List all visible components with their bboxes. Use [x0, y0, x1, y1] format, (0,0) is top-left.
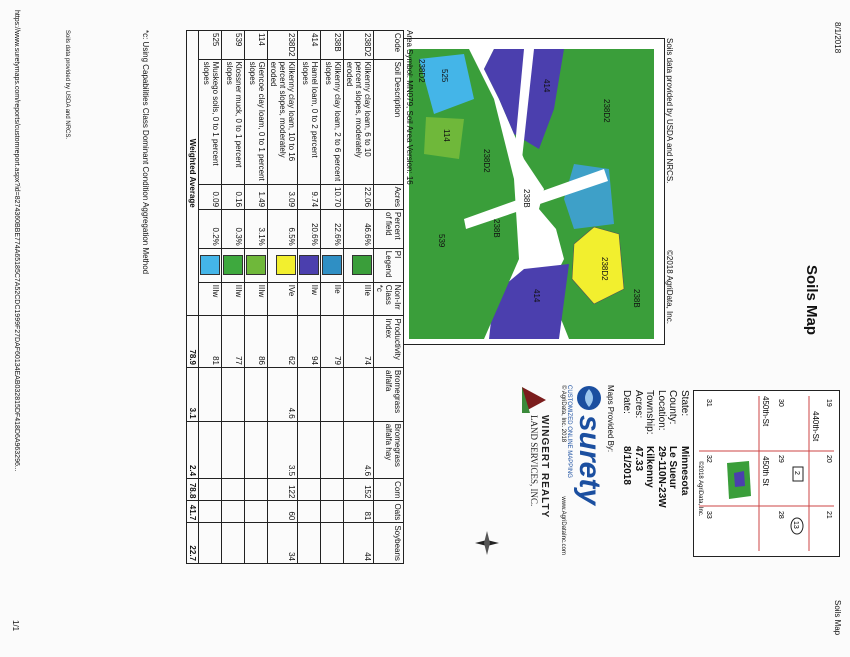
cell-corn — [321, 421, 344, 478]
cell-brome — [344, 368, 374, 422]
cell-oats — [321, 479, 344, 501]
cell-legend — [344, 248, 374, 282]
cell-soy — [321, 501, 344, 523]
loc-route-2: 2 — [793, 471, 800, 475]
cell-class: IIIw — [222, 282, 245, 316]
cell-code: 114 — [245, 31, 268, 60]
cell-soy — [245, 501, 268, 523]
page-title: Soils Map — [803, 265, 820, 336]
map-label-238d2-d: 238D2 — [417, 59, 426, 83]
table-row — [344, 31, 374, 564]
realty-logo-block — [520, 385, 550, 555]
cell-class: IIIe — [344, 282, 374, 316]
cell-desc: Hamel loam, 0 to 2 percent slopes — [298, 59, 321, 184]
table-row — [298, 31, 321, 564]
cell-class: IVe — [268, 282, 298, 316]
header-date: 8/1/2018 — [833, 22, 842, 54]
col-brome: Bromegrass alfalfa — [374, 368, 404, 422]
weighted-average-row — [187, 31, 199, 564]
map-label-238d2-b: 238D2 — [482, 149, 491, 173]
cell-extra: 34 — [268, 523, 298, 564]
soils-table — [186, 30, 404, 564]
map-label-238b-a: 238B — [632, 289, 641, 308]
footer-page: 1/1 — [11, 620, 20, 632]
map-label-539: 539 — [437, 234, 446, 248]
cell-soy — [222, 501, 245, 523]
cell-legend — [321, 248, 344, 282]
cell-oats — [222, 479, 245, 501]
table-row — [222, 31, 245, 564]
map-label-238d2-a: 238D2 — [600, 257, 609, 281]
cell-pi: 74 — [344, 316, 374, 368]
cell-corn — [222, 421, 245, 478]
cell-brome — [199, 368, 222, 422]
cell-percent: 20.6% — [298, 210, 321, 249]
realty-name: WINGERT REALTY — [539, 415, 550, 519]
map-label-238b-c: 238B — [522, 189, 531, 208]
cell-acres: 9.74 — [298, 184, 321, 209]
cell-desc: Kilkenny clay loam, 2 to 6 percent slopes — [321, 59, 344, 184]
info-row-date: Date:8/1/2018 — [621, 390, 633, 485]
map-label-525: 525 — [440, 69, 449, 83]
loc-sec-19: 19 — [825, 399, 832, 407]
cell-corn — [245, 421, 268, 478]
cell-extra: 44 — [344, 523, 374, 564]
map-label-238b-b: 238B — [492, 219, 501, 238]
surety-tagline: CUSTOMIZED ONLINE MAPPING — [566, 385, 572, 478]
cell-acres: 3.09 — [268, 184, 298, 209]
cell-oats: 152 — [344, 479, 374, 501]
col-oats: Oats — [374, 501, 404, 523]
legend-swatch — [276, 255, 296, 275]
compass-icon — [474, 530, 500, 556]
legend-swatch — [223, 255, 243, 275]
cell-class: IIw — [298, 282, 321, 316]
location-map-graphic — [694, 391, 839, 556]
surety-logo-block — [560, 385, 615, 555]
table-header-row — [374, 31, 404, 564]
info-row-county: County:Le Sueur — [667, 390, 679, 489]
cell-desc: Klossner muck, 0 to 1 percent slopes — [222, 59, 245, 184]
col-code: Code — [374, 31, 404, 60]
loc-sec-30: 30 — [777, 399, 784, 407]
cell-pi: 86 — [245, 316, 268, 368]
weighted-extra: 22.7 — [187, 523, 199, 564]
loc-route-13: 13 — [792, 521, 799, 529]
loc-sec-20: 20 — [825, 455, 832, 463]
col-pi: Productivity Index — [374, 316, 404, 368]
legend-swatch — [352, 255, 372, 275]
cell-extra — [199, 523, 222, 564]
loc-road-440: 440th-St — [811, 411, 820, 442]
cell-code: 238D2 — [344, 31, 374, 60]
info-row-acres: Acres:47.33 — [633, 390, 644, 472]
soil-map — [403, 38, 665, 345]
cell-extra — [222, 523, 245, 564]
cell-oats: 122 — [268, 479, 298, 501]
surety-website: www.AgriDataInc.com — [560, 496, 566, 555]
cell-acres: 0.16 — [222, 184, 245, 209]
map-credit-soils: Soils data provided by USDA and NRCS. — [665, 38, 674, 184]
weighted-label: Weighted Average — [187, 31, 199, 316]
location-info — [621, 390, 690, 508]
cell-extra — [245, 523, 268, 564]
cell-brome — [222, 368, 245, 422]
map-label-238d2-c: 238D2 — [602, 99, 611, 123]
cell-desc: Glencoe clay loam, 0 to 1 percent slopes — [245, 59, 268, 184]
cell-pi: 94 — [298, 316, 321, 368]
info-row-township: Township:Kilkenny — [644, 390, 656, 488]
col-acres: Acres — [374, 184, 404, 209]
col-corn: Corn — [374, 479, 404, 501]
cell-brome — [298, 368, 321, 422]
col-percent: Percent of field — [374, 210, 404, 249]
col-desc: Soil Description — [374, 59, 404, 184]
cell-legend — [222, 248, 245, 282]
table-row — [321, 31, 344, 564]
cell-code: 539 — [222, 31, 245, 60]
weighted-soy: 41.7 — [187, 501, 199, 523]
realty-subtitle: LAND SERVICES, INC. — [529, 415, 539, 507]
legend-swatch — [322, 255, 342, 275]
cell-oats — [199, 479, 222, 501]
header-section: Soils Map — [833, 600, 842, 636]
cell-acres: 10.70 — [321, 184, 344, 209]
cell-percent: 22.6% — [321, 210, 344, 249]
cell-extra — [298, 523, 321, 564]
col-legend: PI Legend — [374, 248, 404, 282]
cell-corn: 3.5 — [268, 421, 298, 478]
cell-code: 238D2 — [268, 31, 298, 60]
table-row — [268, 31, 298, 564]
cell-pi: 81 — [199, 316, 222, 368]
area-symbol: Area Symbol: MN079, Soil Area Version: 16 — [405, 30, 414, 185]
cell-corn: 4.6 — [344, 421, 374, 478]
table-row — [199, 31, 222, 564]
surety-brand: surety — [573, 415, 606, 506]
cell-percent: 6.5% — [268, 210, 298, 249]
cell-brome — [245, 368, 268, 422]
col-brome-hay: Bromegrass alfalfa hay — [374, 421, 404, 478]
map-label-114: 114 — [442, 129, 451, 142]
footer-credit: Soils data provided by USDA and NRCS. — [64, 30, 70, 140]
legend-swatch — [299, 255, 319, 275]
cell-pi: 62 — [268, 316, 298, 368]
cell-oats — [245, 479, 268, 501]
loc-sec-21: 21 — [825, 511, 832, 519]
weighted-brome: 3.1 — [187, 368, 199, 422]
cell-soy — [199, 501, 222, 523]
cell-percent: 46.6% — [344, 210, 374, 249]
cell-code: 525 — [199, 31, 222, 60]
weighted-corn: 2.4 — [187, 421, 199, 478]
info-row-state: State:Minnesota — [679, 390, 690, 496]
map-credit-agridata: ©2018 AgriData, Inc. — [665, 250, 674, 324]
loc-sec-28: 28 — [777, 511, 784, 519]
cell-percent: 0.3% — [222, 210, 245, 249]
surety-copyright: © AgriData, Inc. 2018 — [560, 385, 566, 443]
cell-legend — [245, 248, 268, 282]
cell-pi: 77 — [222, 316, 245, 368]
cell-acres: 1.49 — [245, 184, 268, 209]
legend-swatch — [246, 255, 266, 275]
cell-soy: 60 — [268, 501, 298, 523]
cell-percent: 3.1% — [245, 210, 268, 249]
soil-polygon-238b — [564, 164, 614, 229]
weighted-pi: 78.9 — [187, 316, 199, 368]
footer-url: https://www.suretymaps.com/reports/customreport.aspx?id=8274360BBE774A65185C7A52CDC1999F27DAF60134EAB032815DF418D6A963296... — [13, 10, 20, 472]
barn-icon — [520, 385, 550, 415]
loc-road-450b: 450th St — [761, 456, 770, 486]
cell-desc: Kilkenny clay loam, 10 to 16 percent slopes, moderately eroded — [268, 59, 298, 184]
cell-corn — [199, 421, 222, 478]
cell-desc: Kilkenny clay loam, 6 to 10 percent slopes, moderately eroded — [344, 59, 374, 184]
soil-map-graphic — [404, 39, 664, 344]
cell-legend — [199, 248, 222, 282]
cell-legend — [268, 248, 298, 282]
cell-class: IIIw — [199, 282, 222, 316]
weighted-oats: 78.8 — [187, 479, 199, 501]
loc-sec-32: 32 — [705, 455, 712, 463]
cell-corn — [298, 421, 321, 478]
cell-acres: 22.06 — [344, 184, 374, 209]
cell-oats — [298, 479, 321, 501]
location-map — [693, 390, 840, 557]
cell-legend — [298, 248, 321, 282]
globe-icon — [576, 385, 602, 411]
loc-sec-33: 33 — [705, 511, 712, 519]
cell-pi: 79 — [321, 316, 344, 368]
cell-brome: 4.6 — [268, 368, 298, 422]
footnote: *c: Using Capabilities Class Dominant Condition Aggregation Method — [141, 30, 150, 275]
legend-swatch — [200, 255, 220, 275]
cell-desc: Muskego soils, 0 to 1 percent slopes — [199, 59, 222, 184]
cell-soy: 81 — [344, 501, 374, 523]
cell-code: 238B — [321, 31, 344, 60]
table-row — [245, 31, 268, 564]
cell-code: 414 — [298, 31, 321, 60]
cell-class: IIe — [321, 282, 344, 316]
cell-acres: 0.09 — [199, 184, 222, 209]
map-label-414-a: 414 — [542, 79, 551, 93]
cell-class: IIIw — [245, 282, 268, 316]
cell-extra — [321, 523, 344, 564]
col-class: Non-Irr Class *c — [374, 282, 404, 316]
loc-sec-29: 29 — [777, 455, 784, 463]
cell-soy — [298, 501, 321, 523]
loc-copyright: ©2018 AgriData, Inc. — [697, 461, 703, 517]
map-label-414-b: 414 — [532, 289, 541, 303]
cell-percent: 0.2% — [199, 210, 222, 249]
loc-sec-31: 31 — [705, 399, 712, 407]
maps-provided-by: Maps Provided By: — [606, 385, 615, 453]
loc-road-450a: 450th-St — [761, 396, 770, 427]
cell-brome — [321, 368, 344, 422]
col-soybeans: Soybeans — [374, 523, 404, 564]
info-row-location: Location:29-110N-23W — [656, 390, 667, 508]
